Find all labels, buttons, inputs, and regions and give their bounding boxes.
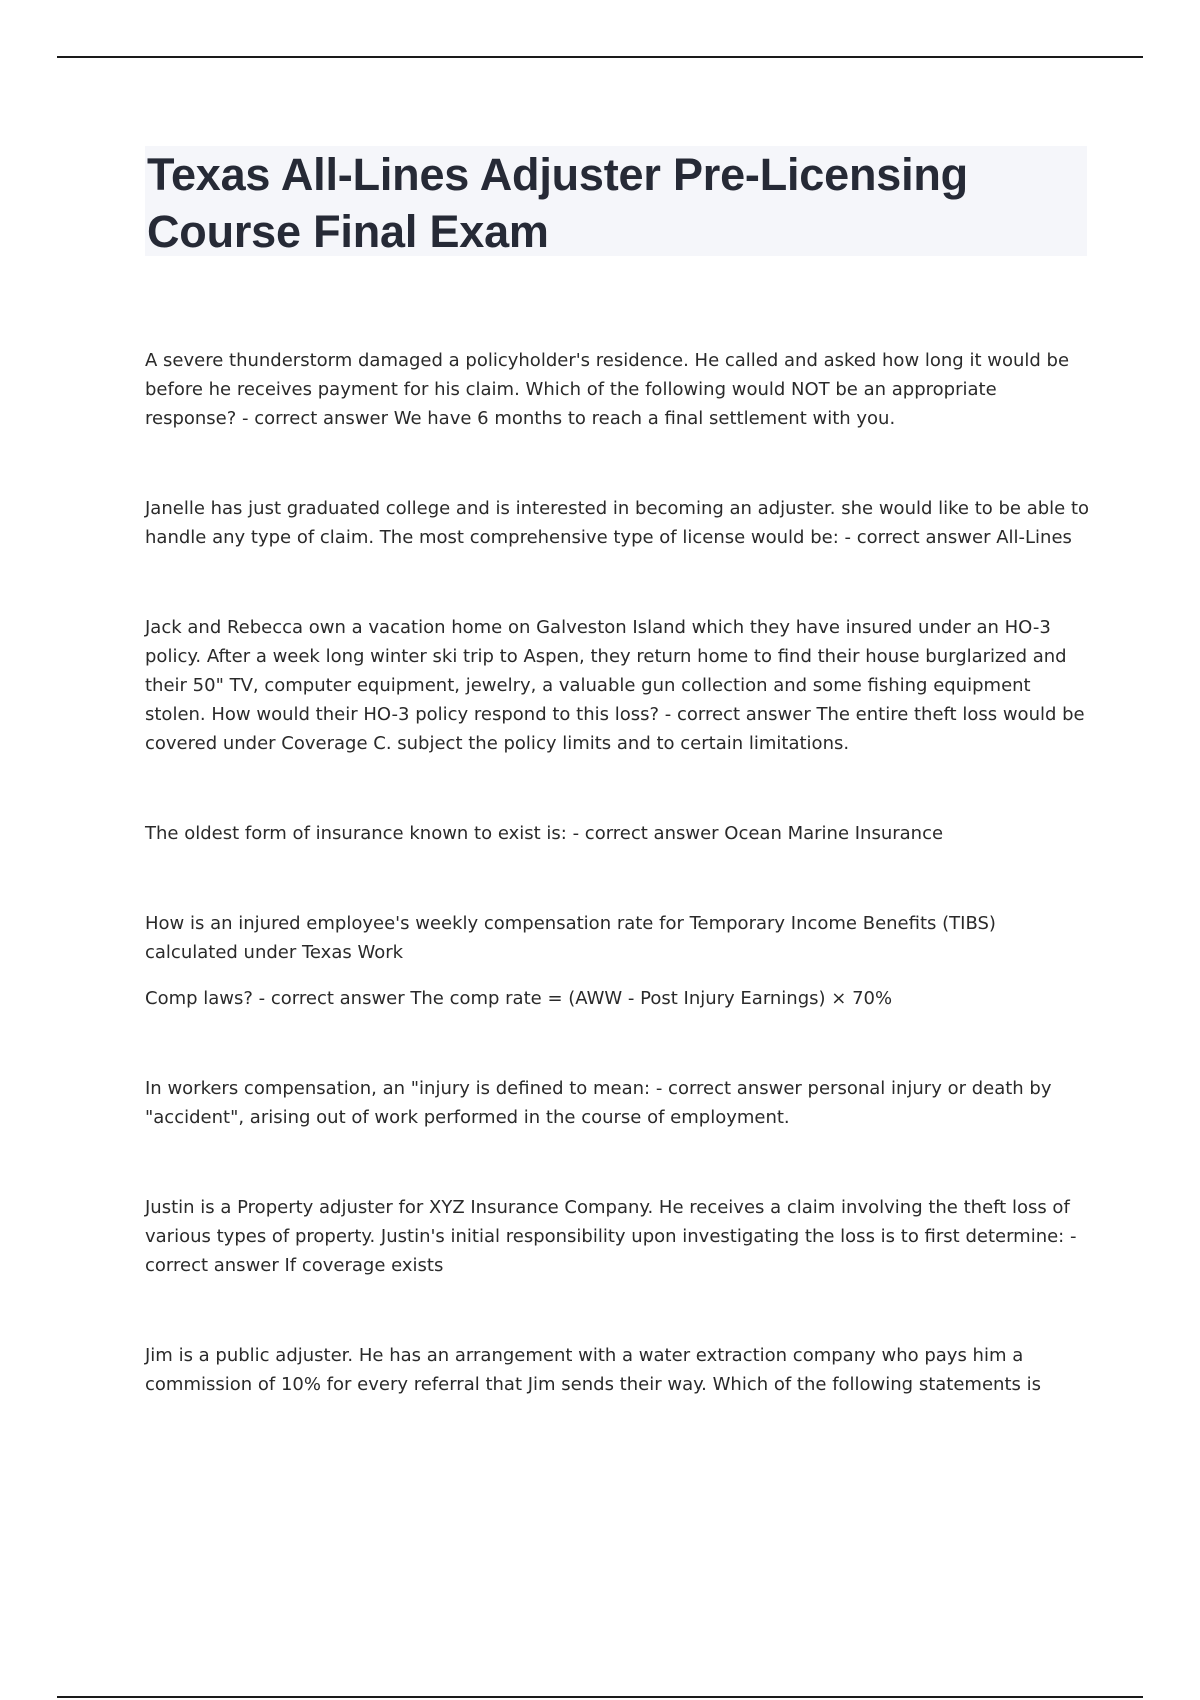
- question-text: Jim is a public adjuster. He has an arrangement with a water extraction company who pays him a commission of 10% for every referral that Jim sends their way. Which of the following statements is: [145, 1345, 1041, 1395]
- question-item: [145, 909, 1090, 1013]
- question-text: Comp laws? - correct answer The comp rate = (AWW - Post Injury Earnings) × 70%: [145, 988, 893, 1009]
- question-text: A severe thunderstorm damaged a policyholder's residence. He called and asked how long it would be before he receives payment for his claim. Which of the following would NOT be an appropriate response? - correct answer We have 6 months to reach a final settlement with you.: [145, 350, 1070, 429]
- question-text: Jack and Rebecca own a vacation home on Galveston Island which they have insured under an HO-3 policy. After a week long winter ski trip to Aspen, they return home to find their house burglarized and their 50" TV, computer equipment, jewelry, a valuable gun collection and some fishing equipment stolen. How would their HO-3 policy respond to this loss? - correct answer The entire theft loss would be covered under Coverage C. subject the policy limits and to certain limitations.: [145, 617, 1085, 754]
- question-item: [145, 613, 1090, 758]
- bottom-rule: [57, 1696, 1143, 1698]
- question-text: In workers compensation, an "injury is defined to mean: - correct answer personal injury or death by "accident", arising out of work performed in the course of employment.: [145, 1078, 1052, 1128]
- question-text: The oldest form of insurance known to exist is: - correct answer Ocean Marine Insurance: [145, 823, 944, 844]
- title-block: [145, 146, 1087, 256]
- question-list: [145, 346, 1090, 1460]
- question-text: Justin is a Property adjuster for XYZ Insurance Company. He receives a claim involving the theft loss of various types of property. Justin's initial responsibility upon investigating the loss is to first determine: - correct answer If coverage exists: [145, 1197, 1077, 1276]
- question-text: Janelle has just graduated college and is interested in becoming an adjuster. she would like to be able to handle any type of claim. The most comprehensive type of license would be: - correct answer All-Lines: [145, 498, 1090, 548]
- top-rule: [57, 56, 1143, 58]
- page-title: Texas All-Lines Adjuster Pre-Licensing Course Final Exam: [147, 149, 968, 257]
- question-text: How is an injured employee's weekly compensation rate for Temporary Income Benefits (TIBS) calculated under Texas Work: [145, 913, 996, 963]
- question-item: [145, 1074, 1090, 1132]
- question-item: [145, 346, 1090, 433]
- question-item: [145, 819, 1090, 848]
- question-item: [145, 1341, 1090, 1399]
- question-item: [145, 1193, 1090, 1280]
- question-item: [145, 494, 1090, 552]
